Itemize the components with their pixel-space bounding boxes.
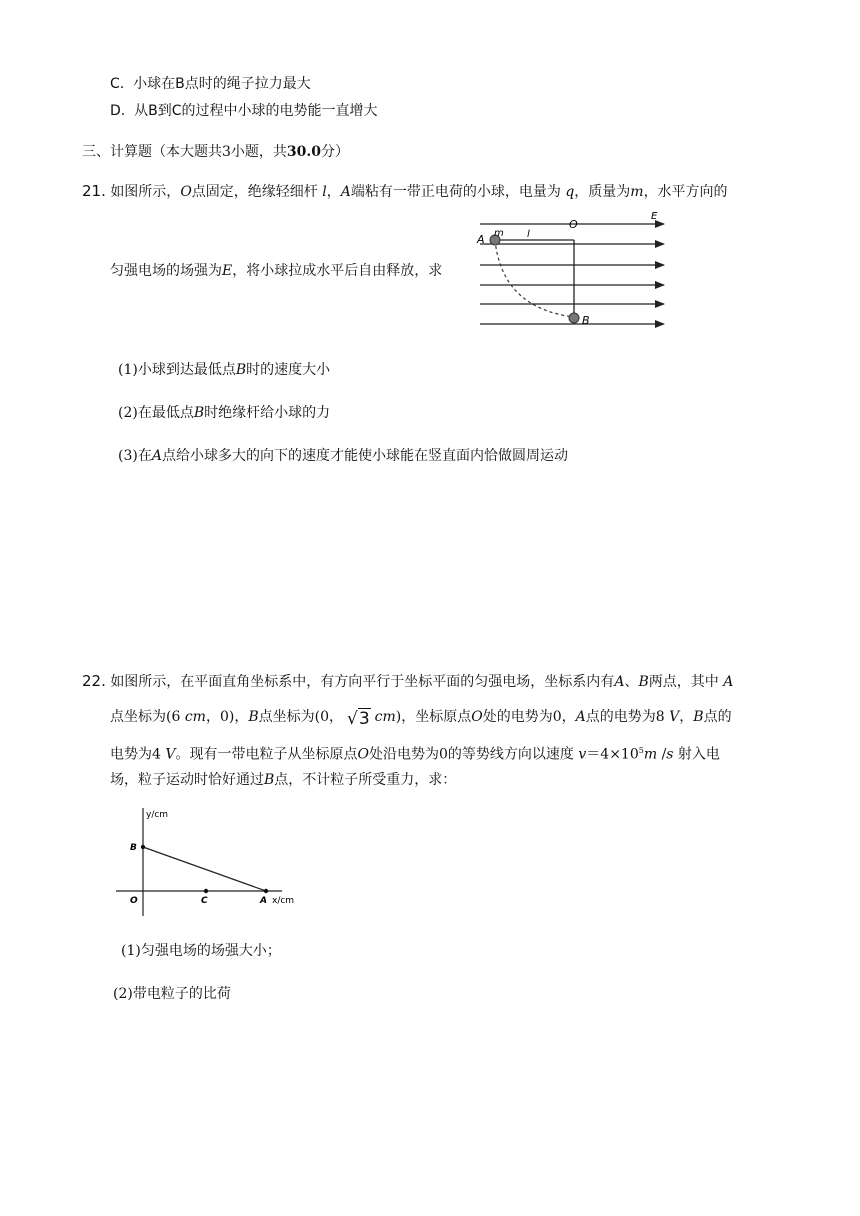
q22-sub1: (1)匀强电场的场强大小； [121, 943, 281, 959]
q21-number: 21. [82, 182, 106, 200]
x-axis-label: x/cm [272, 896, 295, 906]
label-c: C [201, 896, 208, 906]
label-a: A [477, 233, 485, 246]
label-e: E [651, 211, 658, 222]
option-text: 小球在B点时的绳子拉力最大 [133, 76, 311, 92]
y-axis-label: y/cm [146, 810, 169, 820]
point-a [264, 889, 268, 893]
q22-line1: 22. 如图所示，在平面直角坐标系中，有方向平行于坐标平面的匀强电场，坐标系内有A、B两点，其中 A [82, 672, 734, 690]
label-o: O [569, 218, 578, 231]
label-o: O [130, 896, 138, 906]
q21-sub2: (2)在最低点B时绝缘杆给小球的力 [118, 405, 331, 421]
label-a: A [260, 896, 267, 906]
section-heading: 三、计算题（本大题共3小题，共30.0分） [82, 144, 350, 160]
q22-coordinate-figure [112, 804, 312, 920]
point-c [204, 889, 208, 893]
option-letter: C. [110, 76, 125, 92]
label-m: m [494, 228, 504, 239]
q21-sub1: (1)小球到达最低点B时的速度大小 [118, 362, 331, 378]
label-b: B [582, 314, 590, 327]
trajectory-arc [495, 240, 574, 317]
label-b: B [130, 843, 137, 853]
q22-line3: 电势为4 V。现有一带电粒子从坐标原点O处沿电势为0的等势线方向以速度 $v=4\times 10^5m$ /s 射入电 [110, 746, 720, 763]
q22-number: 22. [82, 672, 106, 690]
segment-ab [143, 847, 266, 891]
option-text: 从B到C的过程中小球的电势能一直增大 [134, 103, 378, 119]
option-letter: D. [110, 103, 126, 119]
label-l: l [527, 229, 530, 240]
q22-sub2: (2)带电粒子的比荷 [113, 986, 231, 1002]
q21-field-figure [472, 208, 672, 334]
sqrt-symbol: √3 [347, 709, 370, 729]
option-d [110, 101, 378, 121]
section-score: 30.0 [286, 144, 322, 160]
q21-sub3: (3)在A点给小球多大的向下的速度才能使小球能在竖直面内恰做圆周运动 [118, 448, 568, 464]
ball-at-b [569, 313, 579, 323]
option-c [110, 74, 311, 94]
q22-line2: 点坐标为(6 cm，0)，B点坐标为(0， √3 cm)，坐标原点O处的电势为0，A点的电势为8 V，B点的 [110, 709, 732, 729]
point-b [141, 845, 145, 849]
q22-line4: 场，粒子运动时恰好通过B点，不计粒子所受重力，求： [110, 772, 457, 788]
q21-line2: 匀强电场的场强为E，将小球拉成水平后自由释放，求 [110, 263, 443, 279]
q21-line1: 21. 如图所示，O点固定，绝缘轻细杆 l，A端粘有一带正电荷的小球，电量为 q，质量为m，水平方向的 [82, 182, 728, 200]
